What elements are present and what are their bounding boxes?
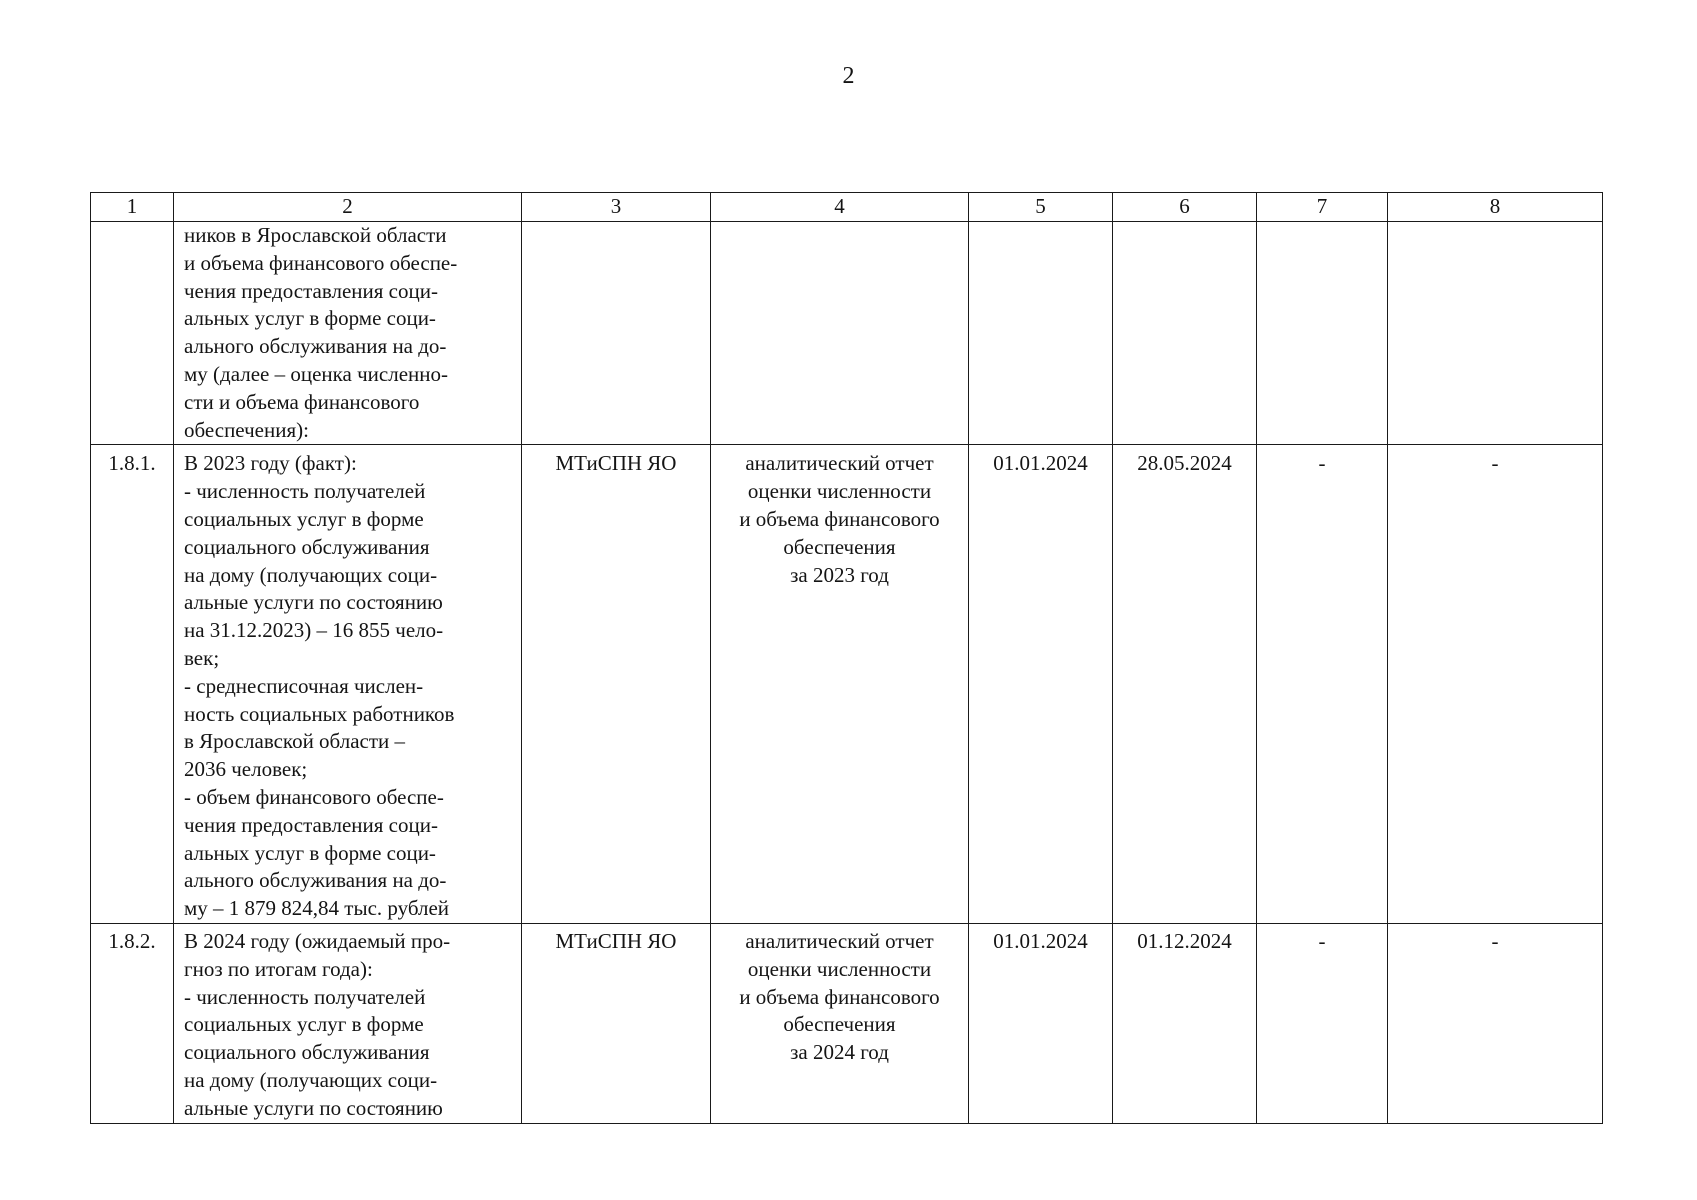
description-line: гноз по итогам года): <box>184 956 373 981</box>
column-header: 4 <box>711 193 969 222</box>
description-line: му (далее – оценка численно- <box>184 361 448 386</box>
description-line: социальных услуг в форме <box>184 506 424 531</box>
result-line: обеспечения <box>783 534 896 559</box>
executor-cell <box>522 222 711 445</box>
result-line: обеспечения <box>783 1012 896 1037</box>
description-line: - численность получателей <box>184 984 426 1009</box>
result-cell <box>711 445 969 924</box>
description-line: альные услуги по состоянию <box>184 1095 443 1120</box>
column-8-cell: - <box>1388 923 1603 1123</box>
result-cell <box>711 222 969 445</box>
plan-table <box>90 192 1603 1124</box>
description-line: социального обслуживания <box>184 534 430 559</box>
start-date-cell: 01.01.2024 <box>969 445 1113 924</box>
column-header: 3 <box>522 193 711 222</box>
column-header: 6 <box>1113 193 1257 222</box>
end-date-cell: 01.12.2024 <box>1113 923 1257 1123</box>
description-line: чения предоставления соци- <box>184 278 438 303</box>
description-line: ального обслуживания на до- <box>184 334 447 359</box>
executor-cell: МТиСПН ЯО <box>522 923 711 1123</box>
result-line: и объема финансового <box>739 506 940 531</box>
description-line: му – 1 879 824,84 тыс. рублей <box>184 896 450 921</box>
description-line: ность социальных работников <box>184 701 455 726</box>
description-line: - объем финансового обеспе- <box>184 784 444 809</box>
description-line: ального обслуживания на до- <box>184 868 447 893</box>
description-line: социальных услуг в форме <box>184 1012 424 1037</box>
description-line: ников в Ярославской области <box>184 223 447 247</box>
description-line: и объема финансового обеспе- <box>184 250 458 275</box>
result-line: оценки численности <box>747 956 932 981</box>
description-line: на 31.12.2023) – 16 855 чело- <box>184 618 444 643</box>
column-header: 1 <box>91 193 174 222</box>
description-line: чения предоставления соци- <box>184 812 438 837</box>
end-date-cell <box>1113 222 1257 445</box>
result-line: аналитический отчет <box>745 928 934 953</box>
description-line: век; <box>184 645 220 670</box>
description-line: на дому (получающих соци- <box>184 1067 438 1092</box>
table-row <box>91 445 1603 924</box>
result-cell <box>711 923 969 1123</box>
item-number-cell <box>91 222 174 445</box>
item-number-cell: 1.8.2. <box>91 923 174 1123</box>
description-line: альных услуг в форме соци- <box>184 306 436 331</box>
description-line: в Ярославской области – <box>184 729 406 754</box>
description-line: В 2023 году (факт): <box>184 451 357 476</box>
column-8-cell <box>1388 222 1603 445</box>
result-line: за 2023 год <box>790 562 889 587</box>
column-7-cell <box>1257 222 1388 445</box>
result-line: за 2024 год <box>790 1040 889 1065</box>
column-header: 8 <box>1388 193 1603 222</box>
description-line: 2036 человек; <box>184 757 308 782</box>
description-line: альные услуги по состоянию <box>184 590 443 615</box>
description-cell <box>174 445 522 924</box>
table-row <box>91 923 1603 1123</box>
column-7-cell: - <box>1257 923 1388 1123</box>
column-header: 7 <box>1257 193 1388 222</box>
description-line: обеспечения): <box>184 417 309 442</box>
result-line: аналитический отчет <box>745 451 934 476</box>
column-header: 5 <box>969 193 1113 222</box>
start-date-cell: 01.01.2024 <box>969 923 1113 1123</box>
result-line: и объема финансового <box>739 984 940 1009</box>
description-line: альных услуг в форме соци- <box>184 840 436 865</box>
description-line: - численность получателей <box>184 479 426 504</box>
table-row <box>91 222 1603 445</box>
description-line: на дому (получающих соци- <box>184 562 438 587</box>
start-date-cell <box>969 222 1113 445</box>
description-cell <box>174 923 522 1123</box>
description-line: В 2024 году (ожидаемый про- <box>184 928 451 953</box>
executor-cell: МТиСПН ЯО <box>522 445 711 924</box>
description-line: - среднесписочная числен- <box>184 673 424 698</box>
column-7-cell: - <box>1257 445 1388 924</box>
column-header-row <box>91 193 1603 222</box>
result-line: оценки численности <box>747 479 932 504</box>
end-date-cell: 28.05.2024 <box>1113 445 1257 924</box>
description-line: сти и объема финансового <box>184 389 420 414</box>
item-number-cell: 1.8.1. <box>91 445 174 924</box>
description-line: социального обслуживания <box>184 1040 430 1065</box>
column-8-cell: - <box>1388 445 1603 924</box>
column-header: 2 <box>174 193 522 222</box>
page-number: 2 <box>842 63 855 89</box>
description-cell <box>174 222 522 445</box>
